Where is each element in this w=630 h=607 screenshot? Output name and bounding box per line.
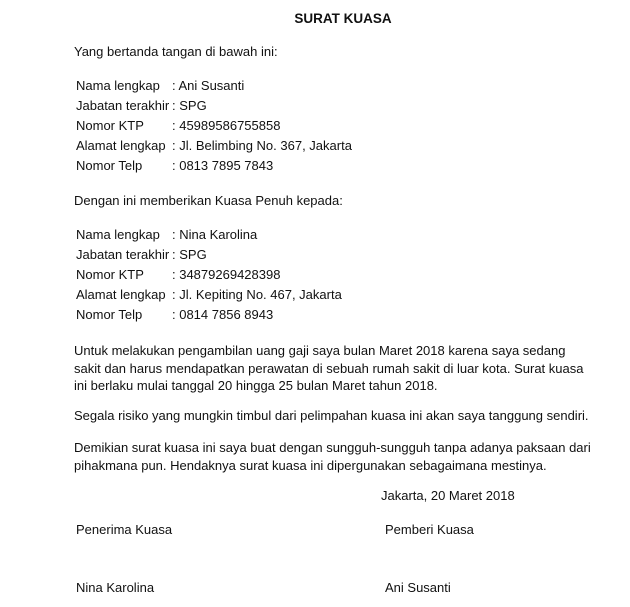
- field-label: Nama lengkap: [76, 78, 160, 93]
- receiver-name: Nina Karolina: [76, 580, 155, 595]
- field-value: : SPG: [172, 247, 207, 262]
- grantee-row: [76, 247, 207, 263]
- grantee-row: [76, 287, 342, 303]
- field-value: : Jl. Belimbing No. 367, Jakarta: [172, 138, 352, 153]
- purpose-paragraph: [74, 342, 614, 395]
- field-label: Nomor Telp: [76, 158, 143, 173]
- grantee-row: [76, 267, 280, 283]
- receiver-role: Penerima Kuasa: [76, 522, 173, 537]
- field-value: : 45989586755858: [172, 118, 281, 133]
- risk-paragraph: Segala risiko yang mungkin timbul dari pelimpahan kuasa ini akan saya tanggung sendiri.: [74, 408, 589, 423]
- field-value: : Ani Susanti: [172, 78, 245, 93]
- grantee-row: [76, 227, 257, 243]
- field-value: : 34879269428398: [172, 267, 281, 282]
- field-label: Nomor Telp: [76, 307, 143, 322]
- field-value: : 0813 7895 7843: [172, 158, 274, 173]
- place-date: Jakarta, 20 Maret 2018: [381, 488, 515, 503]
- field-value: : 0814 7856 8943: [172, 307, 274, 322]
- document-title: SURAT KUASA: [294, 11, 392, 26]
- paragraph-line: Untuk melakukan pengambilan uang gaji saya bulan Maret 2018 karena saya sedang: [74, 343, 566, 358]
- giver-name: Ani Susanti: [385, 580, 451, 595]
- grantor-row: [76, 98, 207, 114]
- grantor-row: [76, 158, 273, 174]
- field-label: Jabatan terakhir: [76, 98, 170, 113]
- paragraph-line: Demikian surat kuasa ini saya buat dengan sungguh-sungguh tanpa adanya paksaan dari: [74, 440, 591, 455]
- paragraph-line: ini berlaku mulai tanggal 20 hingga 25 bulan Maret tahun 2018.: [74, 378, 438, 393]
- field-label: Nomor KTP: [76, 118, 144, 133]
- giver-role: Pemberi Kuasa: [385, 522, 474, 537]
- transition-text: Dengan ini memberikan Kuasa Penuh kepada:: [74, 193, 343, 208]
- grantor-row: [76, 118, 280, 134]
- paragraph-line: pihakmana pun. Hendaknya surat kuasa ini dipergunakan sebagaimana mestinya.: [74, 457, 547, 473]
- field-label: Alamat lengkap: [76, 287, 166, 302]
- grantor-row: [76, 138, 352, 154]
- grantor-row: [76, 78, 244, 94]
- field-value: : Jl. Kepiting No. 467, Jakarta: [172, 287, 342, 302]
- intro-text: Yang bertanda tangan di bawah ini:: [74, 44, 278, 59]
- field-label: Alamat lengkap: [76, 138, 166, 153]
- field-label: Nama lengkap: [76, 227, 160, 242]
- field-label: Jabatan terakhir: [76, 247, 170, 262]
- field-label: Nomor KTP: [76, 267, 144, 282]
- field-value: : SPG: [172, 98, 207, 113]
- field-value: : Nina Karolina: [172, 227, 258, 242]
- paragraph-line: sakit dan harus mendapatkan perawatan di sebuah rumah sakit di luar kota. Surat kuasa: [74, 360, 584, 376]
- closing-paragraph: [74, 439, 614, 474]
- grantee-row: [76, 307, 273, 323]
